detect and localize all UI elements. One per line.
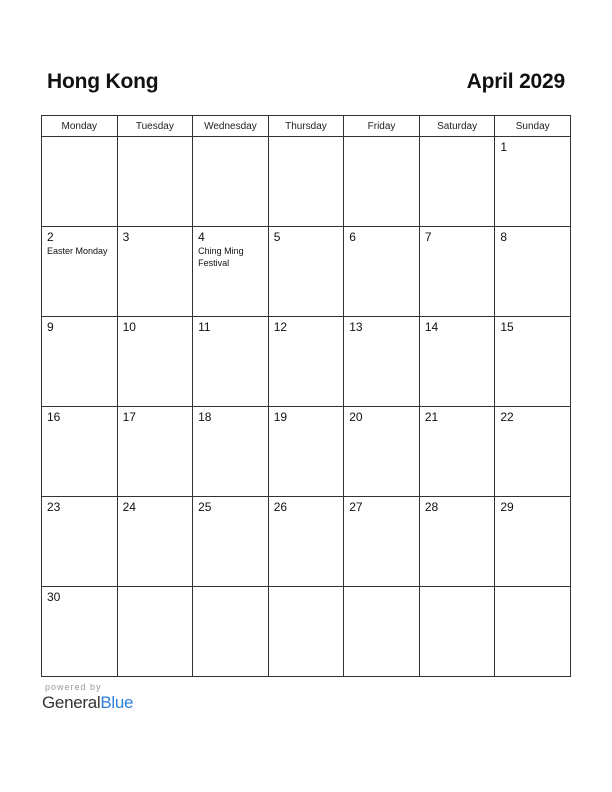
day-number: 1	[500, 140, 508, 154]
day-number: 30	[47, 590, 61, 604]
day-cell-content	[118, 497, 193, 514]
day-cell-content	[495, 587, 570, 590]
holiday-label: Ching Ming Festival	[198, 246, 244, 268]
day-cell	[344, 137, 420, 227]
week-row	[42, 137, 571, 227]
day-cell-content	[495, 497, 570, 514]
weekday-header-friday: Friday	[344, 116, 420, 137]
weekday-header-tuesday: Tuesday	[117, 116, 193, 137]
day-cell-content	[344, 317, 419, 334]
calendar-body	[42, 137, 571, 677]
day-cell	[193, 587, 269, 677]
day-cell	[193, 407, 269, 497]
week-row	[42, 497, 571, 587]
week-row	[42, 407, 571, 497]
region-title: Hong Kong	[47, 70, 159, 93]
day-cell	[42, 587, 118, 677]
day-cell	[193, 137, 269, 227]
day-cell-content	[118, 137, 193, 140]
day-number: 7	[424, 230, 432, 244]
day-cell	[117, 317, 193, 407]
day-cell	[419, 137, 495, 227]
day-number: 9	[47, 320, 54, 334]
day-cell-content	[118, 587, 193, 590]
day-number: 22	[500, 410, 514, 424]
day-cell	[268, 407, 344, 497]
weekday-header-saturday: Saturday	[419, 116, 495, 137]
day-cell-content	[344, 407, 419, 424]
day-cell-content	[118, 317, 193, 334]
day-cell	[42, 497, 118, 587]
day-number: 6	[349, 230, 356, 244]
day-cell	[117, 137, 193, 227]
day-cell-content	[193, 497, 268, 514]
day-cell	[419, 497, 495, 587]
day-cell-content	[420, 317, 495, 334]
day-cell	[495, 317, 571, 407]
day-cell-content	[42, 137, 117, 140]
week-row	[42, 227, 571, 317]
day-cell-content	[344, 137, 419, 140]
day-number: 8	[500, 230, 508, 244]
day-cell-content	[42, 497, 117, 514]
day-cell	[42, 407, 118, 497]
day-cell-content	[344, 587, 419, 590]
brand-blue-text: Blue	[100, 693, 134, 712]
day-cell	[419, 407, 495, 497]
day-cell-content	[269, 407, 344, 424]
day-cell-content	[344, 497, 419, 514]
powered-by-text: powered by	[45, 682, 102, 692]
footer-branding	[42, 682, 133, 713]
day-cell	[117, 227, 193, 317]
day-cell-content	[193, 587, 268, 590]
day-cell-content	[193, 317, 268, 334]
day-cell	[117, 407, 193, 497]
day-cell	[268, 587, 344, 677]
weekday-header-sunday: Sunday	[495, 116, 571, 137]
day-number: 10	[122, 320, 136, 334]
day-cell	[419, 317, 495, 407]
day-cell	[419, 227, 495, 317]
day-cell-content	[420, 407, 495, 424]
day-cell	[495, 587, 571, 677]
day-cell	[495, 227, 571, 317]
day-cell	[268, 497, 344, 587]
day-cell	[193, 497, 269, 587]
day-cell-content	[193, 227, 268, 269]
day-number: 24	[122, 500, 136, 514]
day-cell-content	[420, 227, 495, 244]
day-cell-content	[42, 227, 117, 257]
day-cell-content	[118, 227, 193, 244]
day-cell-content	[42, 317, 117, 334]
day-cell	[495, 137, 571, 227]
day-number: 20	[349, 410, 363, 424]
day-number: 26	[273, 500, 288, 514]
day-number: 3	[122, 230, 130, 244]
day-cell-content	[269, 497, 344, 514]
day-cell-content	[269, 227, 344, 244]
week-row	[42, 587, 571, 677]
day-cell-content	[495, 137, 570, 154]
week-row	[42, 317, 571, 407]
day-cell	[344, 587, 420, 677]
day-cell	[42, 227, 118, 317]
day-number: 16	[47, 410, 61, 424]
day-cell	[344, 227, 420, 317]
day-number: 27	[349, 500, 363, 514]
day-cell-content	[495, 407, 570, 424]
day-cell	[42, 137, 118, 227]
day-cell-content	[344, 227, 419, 244]
day-cell	[344, 317, 420, 407]
calendar-grid	[41, 115, 571, 677]
day-cell-content	[420, 587, 495, 590]
day-number: 11	[198, 320, 211, 334]
day-cell-content	[495, 317, 570, 334]
day-cell-content	[193, 407, 268, 424]
day-cell	[419, 587, 495, 677]
day-cell	[344, 497, 420, 587]
day-cell-content	[42, 407, 117, 424]
day-cell-content	[420, 497, 495, 514]
day-cell-content	[495, 227, 570, 244]
day-number: 29	[500, 500, 514, 514]
weekday-header-monday: Monday	[42, 116, 118, 137]
day-cell-content	[269, 587, 344, 590]
day-cell	[117, 587, 193, 677]
weekday-header-wednesday: Wednesday	[193, 116, 269, 137]
weekday-header-thursday: Thursday	[268, 116, 344, 137]
day-cell-content	[193, 137, 268, 140]
day-number: 23	[47, 500, 61, 514]
day-number: 19	[273, 410, 288, 424]
day-number: 2	[47, 230, 54, 244]
day-cell	[268, 137, 344, 227]
day-number: 17	[122, 410, 136, 424]
day-cell	[193, 227, 269, 317]
day-number: 13	[349, 320, 363, 334]
weekday-header-row	[42, 116, 571, 137]
brand-logo[interactable]	[42, 693, 133, 713]
day-number: 14	[424, 320, 439, 334]
day-number: 25	[198, 500, 212, 514]
holiday-label: Easter Monday	[47, 246, 108, 256]
day-cell	[268, 317, 344, 407]
day-number: 28	[424, 500, 439, 514]
day-number: 15	[500, 320, 514, 334]
day-number: 18	[198, 410, 212, 424]
day-cell-content	[420, 137, 495, 140]
day-cell-content	[269, 317, 344, 334]
day-cell	[268, 227, 344, 317]
day-cell	[495, 497, 571, 587]
day-cell	[193, 317, 269, 407]
day-number: 21	[424, 410, 439, 424]
day-cell-content	[118, 407, 193, 424]
day-cell-content	[42, 587, 117, 604]
brand-general-text: General	[42, 693, 101, 712]
day-cell	[117, 497, 193, 587]
day-cell	[42, 317, 118, 407]
month-title: April 2029	[466, 70, 565, 93]
day-cell	[344, 407, 420, 497]
day-number: 12	[273, 320, 288, 334]
day-number: 4	[198, 230, 205, 244]
day-cell-content	[269, 137, 344, 140]
day-cell	[495, 407, 571, 497]
day-number: 5	[273, 230, 281, 244]
